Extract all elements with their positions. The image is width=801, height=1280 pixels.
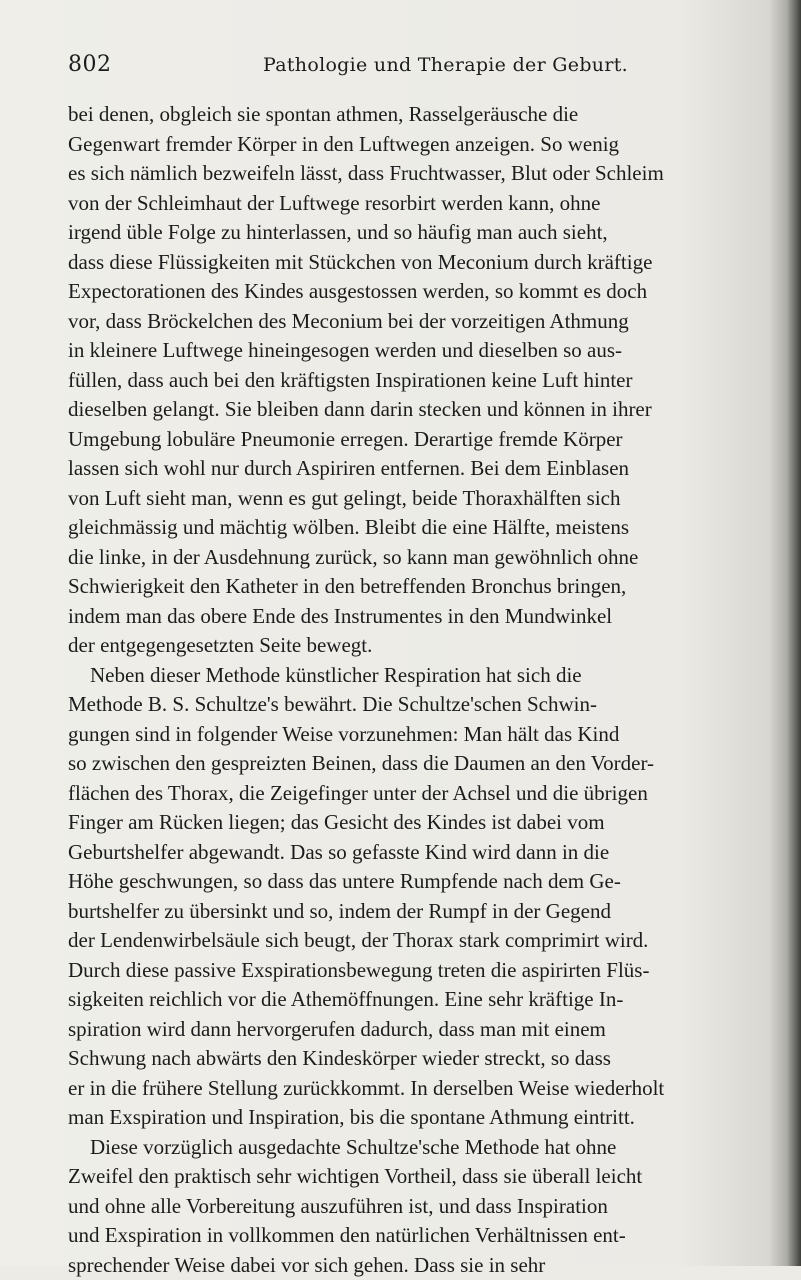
page-header [68,52,768,82]
text-line: irgend üble Folge zu hinterlassen, und so häufig man auch sieht, [68,218,768,248]
text-line: Schwierigkeit den Katheter in den betreffenden Bronchus bringen, [68,572,768,602]
text-line: Geburtshelfer abgewandt. Das so gefasste Kind wird dann in die [68,838,768,868]
text-line: flächen des Thorax, die Zeigefinger unter der Achsel und die übrigen [68,779,768,809]
text-line: füllen, dass auch bei den kräftigsten Inspirationen keine Luft hinter [68,366,768,396]
text-line: bei denen, obgleich sie spontan athmen, Rasselgeräusche die [68,100,768,130]
text-line: dass diese Flüssigkeiten mit Stückchen von Meconium durch kräftige [68,248,768,278]
text-line: und Exspiration in vollkommen den natürlichen Verhältnissen ent- [68,1221,768,1251]
text-line: der entgegengesetzten Seite bewegt. [68,631,768,661]
text-line: sigkeiten reichlich vor die Athemöffnungen. Eine sehr kräftige In- [68,985,768,1015]
text-line: und ohne alle Vorbereitung auszuführen ist, und dass Inspiration [68,1192,768,1222]
running-head: Pathologie und Therapie der Geburt. [263,54,628,76]
text-line: von Luft sieht man, wenn es gut gelingt, beide Thoraxhälften sich [68,484,768,514]
text-line: indem man das obere Ende des Instrumentes in den Mundwinkel [68,602,768,632]
text-line: gleichmässig und mächtig wölben. Bleibt die eine Hälfte, meistens [68,513,768,543]
text-line: von der Schleimhaut der Luftwege resorbirt werden kann, ohne [68,189,768,219]
text-line: burtshelfer zu übersinkt und so, indem der Rumpf in der Gegend [68,897,768,927]
text-line: Höhe geschwungen, so dass das untere Rumpfende nach dem Ge- [68,867,768,897]
text-line: Zweifel den praktisch sehr wichtigen Vortheil, dass sie überall leicht [68,1162,768,1192]
body-text [68,100,768,1280]
paragraph-start-line: Neben dieser Methode künstlicher Respiration hat sich die [68,661,768,691]
text-line: der Lendenwirbelsäule sich beugt, der Thorax stark comprimirt wird. [68,926,768,956]
text-line: er in die frühere Stellung zurückkommt. In derselben Weise wiederholt [68,1074,768,1104]
text-line: Durch diese passive Exspirationsbewegung treten die aspirirten Flüs- [68,956,768,986]
page-edge-shadow [787,0,801,1266]
page-number: 802 [68,52,112,77]
text-line: Methode B. S. Schultze's bewährt. Die Schultze'schen Schwin- [68,690,768,720]
text-line: Gegenwart fremder Körper in den Luftwegen anzeigen. So wenig [68,130,768,160]
text-line: spiration wird dann hervorgerufen dadurch, dass man mit einem [68,1015,768,1045]
paragraph-start-line: Diese vorzüglich ausgedachte Schultze'sche Methode hat ohne [68,1133,768,1163]
text-line: Finger am Rücken liegen; das Gesicht des Kindes ist dabei vom [68,808,768,838]
text-line: lassen sich wohl nur durch Aspiriren entfernen. Bei dem Einblasen [68,454,768,484]
text-line: man Exspiration und Inspiration, bis die spontane Athmung eintritt. [68,1103,768,1133]
text-line: die linke, in der Ausdehnung zurück, so kann man gewöhnlich ohne [68,543,768,573]
text-line: Expectorationen des Kindes ausgestossen werden, so kommt es doch [68,277,768,307]
text-line: Schwung nach abwärts den Kindeskörper wieder streckt, so dass [68,1044,768,1074]
text-line: in kleinere Luftwege hineingesogen werden und dieselben so aus- [68,336,768,366]
text-line: gungen sind in folgender Weise vorzunehmen: Man hält das Kind [68,720,768,750]
text-line: Umgebung lobuläre Pneumonie erregen. Derartige fremde Körper [68,425,768,455]
text-line: dieselben gelangt. Sie bleiben dann darin stecken und können in ihrer [68,395,768,425]
text-line: vor, dass Bröckelchen des Meconium bei der vorzeitigen Athmung [68,307,768,337]
text-line: so zwischen den gespreizten Beinen, dass die Daumen an den Vorder- [68,749,768,779]
text-line: es sich nämlich bezweifeln lässt, dass Fruchtwasser, Blut oder Schleim [68,159,768,189]
text-line: sprechender Weise dabei vor sich gehen. Dass sie in sehr [68,1251,768,1280]
